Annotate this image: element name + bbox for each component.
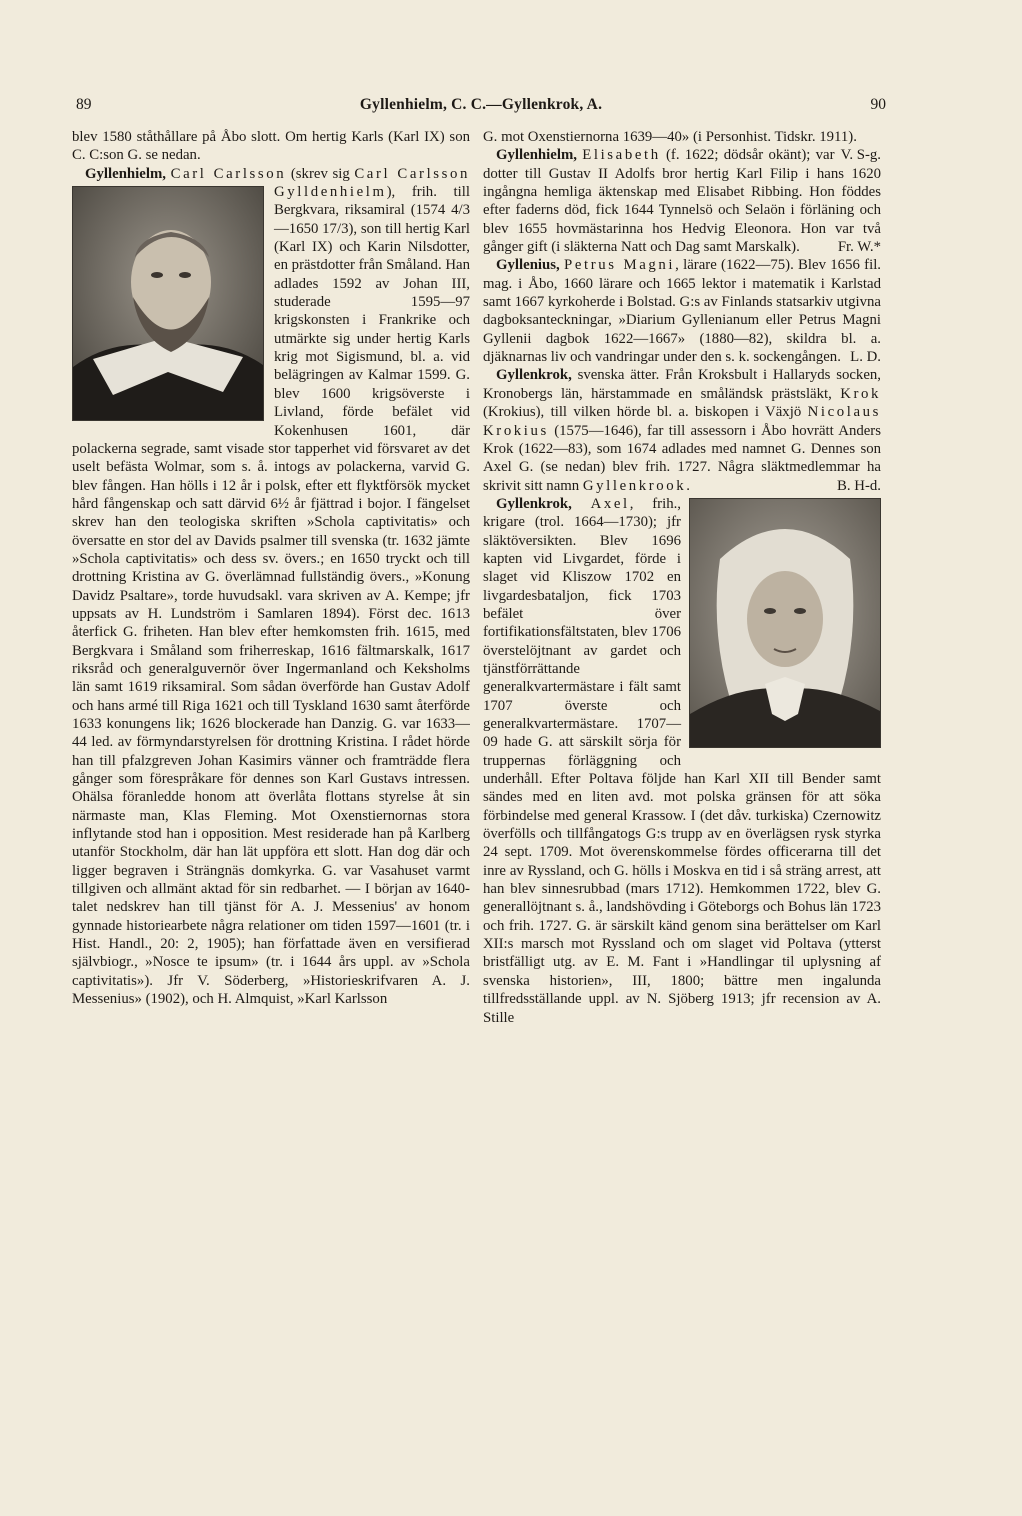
entry-lemma: Gyllenkrok, [496, 367, 572, 384]
page-number-left: 89 [76, 96, 92, 113]
entry-lemma: Gyllenius, [496, 257, 560, 274]
right-column [483, 128, 881, 1368]
entry-name: Gyllenkrook [582, 477, 687, 494]
entry-name: Petrus Magni [564, 257, 676, 274]
author-signature: Fr. W.* [837, 239, 881, 256]
portrait-image [690, 499, 880, 747]
entry-name: Carl Carlsson [170, 165, 287, 182]
page-header [76, 96, 886, 120]
continuation-paragraph: G. mot Oxenstiernorna 1639—40» (i Personhist. Tidskr. 1911). V. S-g. [483, 129, 881, 164]
entry-gyllenius: Gyllenius, Petrus Magni, lärare (1622—75). Blev 1656 fil. mag. i Åbo, 1660 lärare och 1665 lektor i matematik i Karlstad samt 1667 kyrkoherde i Bolstad. G:s av Finlands statsarkiv utgivna dagboksanteckningar, »Diarium Gyllenianum eller Petrus Magni Gyllenii dagbok 1622—1667» (1880—82), skildra bl. a. djäknarnas liv och vandringar under den s. k. sockengången. L. D. [483, 257, 881, 366]
portrait-axel-gyllenkrok [689, 498, 881, 748]
intro-paragraph: blev 1580 ståthållare på Åbo slott. Om hertig Karls (Karl IX) son C. C:son G. se nedan. [72, 129, 470, 164]
portrait-image [73, 187, 263, 420]
entry-name: Elisabeth [582, 147, 661, 164]
entry-name: Axel [590, 495, 630, 512]
entry-lemma: Gyllenhielm, [85, 165, 166, 182]
author-signature: B. H-d. [837, 477, 881, 494]
entry-name: Krok [840, 385, 881, 402]
entry-gyllenhielm-carl: Gyllenhielm, Carl Carlsson (skrev sig Carl Carlsson Gylldenhielm ), frih. till Bergkvara, riksamiral (1574 4/3—1650 17/3), son till hertig Karl (Karl IX) och Karin Nilsdotter, en prästdotter från Småland. Han adlades 1592 av Johan III, studerade 1595—97 krigskonsten i Frankrike och utmärkte sig under hertig Karls krig mot Sigismund, bl. a. vid belägringen av Kalmar 1599. G. blev 1600 krigsöverste i Livland, förde befälet vid Kokenhusen 1601, där polackerna segrade, samt visade stor tapperhet vid försvaret av det uselt befästa Wolmar, som s. å. intogs av polackerna, varvid G. blev fången. Han hölls i 12 år i polsk, efter ett flyktförsök mycket hård fångenskap och satt därvid 6½ år fjättrad i bojor. I fängelset skrev han den teologiska skriften »Schola captivitatis» och översatte en stor del av Davids psalmer till svenska (tr. 1632 jämte »Schola captivitatis» och dess sv. övers.; en 1650 tryckt och till drottning Kristina av G. överlämnad fullständig övers., »Konung Davidz Psaltare», torde huvudsakl. vara skriven av A. Kempe; jfr uppsats av H. Lundström i Samlaren 1894). Först dec. 1613 återfick G. friheten. Han blev efter hemkomsten frih. 1615, med Bergkvara i Småland som friherreskap, 1616 fältmarskalk, 1617 riksråd och generalguvernör över Ingermanland och Keksholms län samt 1619 riksamiral. Som sådan överförde han Gustav Adolf och hans armé till Riga 1621 och till Tyskland 1630 samt återförde 1633 konungens lik; 1626 blockerade han Danzig. G. var 1633—44 led. av förmyndarstyrelsen för drottning Kristina. I rådet hörde han till pfalzgreven Johan Kasimirs vänner och framträdde flera gånger som förespråkare för dennes son Karl Gustavs intressen. Ohälsa föranledde honom att överlåta flottans styrelse åt sin närmaste man, Klas Fleming. Mot Oxenstiernornas stora inflytande stod han i opposition. Mest residerade han på Karlberg utanför Stockholm, där han lät uppföra ett slott. Han dog där och ligger begraven i Strängnäs domkyrka. G. var Vasahuset varmt tillgiven och allmänt aktad för sin redbarhet. — I början av 1640-talet nedskrev han till tjänst för A. J. Messenius' av honom gynnade historiearbete några relationer om tiden 1597—1601 (tr. i Hist. Handl., 20: 2, 1905); han författade även en versifierad självbiogr., »Nosce te ipsum» (tr. i 1644 års uppl. av »Schola captivitatis»). Jfr V. Söderberg, »Historieskrifvaren A. J. Messenius» (1902), och H. Almquist, »Karl Karlsson [72, 165, 470, 1008]
author-signature: L. D. [850, 349, 881, 366]
entry-gyllenkrok-axel: Gyllenkrok, Axel , frih., krigare (trol. 1664—1730); jfr släktöversikten. Blev 1696 kapten vid Livgardet, förde i slaget vid Kliszow 1702 en livgardesbataljon, fick 1703 befälet över fortifikationsfältstaten, blev 1706 överstelöjtnant av gardet och tjänstförrättande generalkvartermästare i fält samt 1707 överste och generalkvartermästare. 1707—09 hade G. att särskilt sörja för truppernas förläggning och underhåll. Efter Poltava följde han Karl XII till Bender samt sändes med en liten avd. mot polska gränsen för att söka förbindelse med general Krassow. I (det dåv. turkiska) Czernowitz överfölls och tillfångatogs G:s trupp av en överlägsen rysk styrka 24 sept. 1709. Mot överenskommelse fördes officerarna till det inre av Ryssland, och G. hölls i Moskva en tid i så sträng arrest, att han blev sinnesrubbad (mars 1712). Hemkommen 1722, blev G. generallöjtnant s. å., landshövding i Göteborgs och Bohus län 1723 och frih. 1727. G. är särskilt känd genom sina berättelser om Karl XII:s marsch mot Ryssland och om slaget vid Poltava (ytterst bristfälligt utg. av E. M. Fant i »Handlingar til uplysning af svenska historien», III, 1800; bättre men ingalunda tillfredsställande uppl. av N. Sjöberg 1913; jfr recension av A. Stille [483, 495, 881, 1026]
entry-lemma: Gyllenkrok, [496, 495, 572, 512]
entry-name: Nicolaus Krokius [483, 404, 881, 439]
portrait-carl-carlsson-gyllenhielm [72, 186, 264, 421]
left-column [72, 128, 470, 1368]
entry-alt-name: Carl Carlsson Gylldenhielm [274, 165, 470, 201]
author-signature: V. S-g. [840, 147, 881, 164]
entry-lemma: Gyllenhielm, [496, 147, 577, 164]
entry-gyllenkrok-family: Gyllenkrok, svenska ätter. Från Kroksbult i Hallaryds socken, Kronobergs län, härstammade en småländsk prästsläkt, Krok (Krokius), till vilken hörde bl. a. biskopen i Växjö Nicolaus Krokius (1575—1646), far till assessorn i Åbo hovrätt Anders Krok (1622—83), som 1674 adlades med namnet G. Dennes son Axel G. (se nedan) blev frih. 1727. Några släktmedlemmar ha skrivit sitt namn Gyllenkrook. B. H-d. [483, 367, 881, 494]
page-number-right: 90 [870, 96, 886, 113]
running-title: Gyllenhielm, C. C.—Gyllenkrok, A. [359, 96, 603, 113]
entry-gyllenhielm-elisabeth: Gyllenhielm, Elisabeth (f. 1622; dödsår okänt); var dotter till Gustav II Adolfs bror hertig Karl Filip i hans 1620 ingångna hemliga äktenskap med Elisabet Ribbing. Hon föddes efter faderns död, fick 1644 Tynnelsö och Selaön i förläning och blev 1655 hovmästarinna hos Hedvig Eleonora. Hon var två gånger gift (i släkterna Natt och Dag samt Marskalk). Fr. W.* [483, 147, 881, 256]
